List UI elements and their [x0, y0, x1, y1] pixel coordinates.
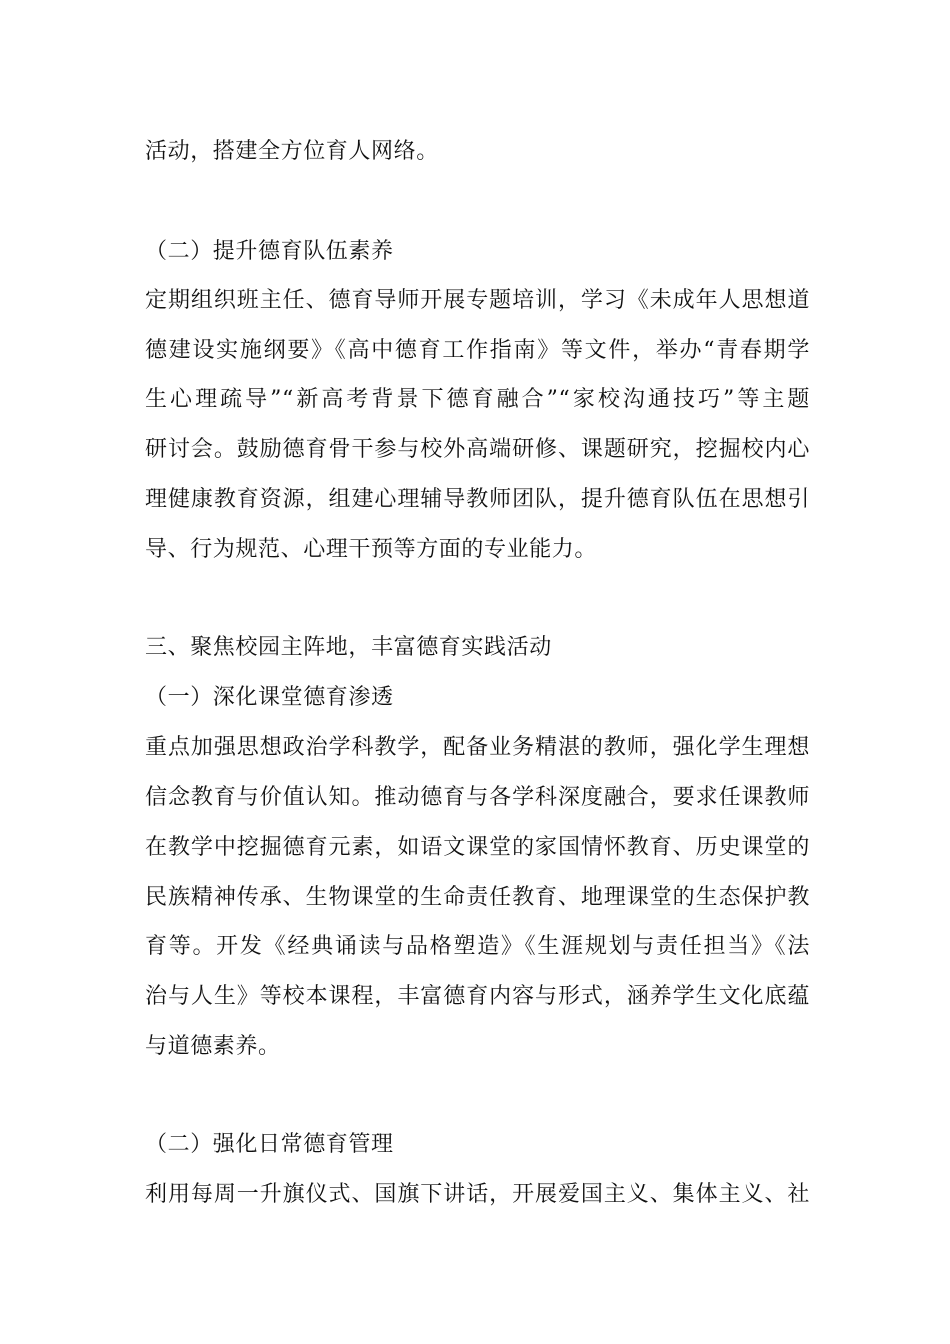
paragraph-line: 与道德素养。	[145, 1034, 281, 1059]
paragraph-line: 利用每周一升旗仪式、国旗下讲话，开展爱国主义、集体主义、社	[145, 1182, 810, 1207]
section-3-2-heading: （二）强化日常德育管理	[145, 1132, 394, 1157]
paragraph-line: 德建设实施纲要》《高中德育工作指南》等文件，举办“青春期学	[145, 338, 810, 363]
paragraph-line: 重点加强思想政治学科教学，配备业务精湛的教师，强化学生理想	[145, 735, 810, 760]
section-3-1-heading: （一）深化课堂德育渗透	[145, 685, 394, 710]
paragraph-line: 信念教育与价值认知。推动德育与各学科深度融合，要求任课教师	[145, 785, 810, 810]
paragraph-line: 定期组织班主任、德育导师开展专题培训，学习《未成年人思想道	[145, 288, 810, 313]
continuation-line: 活动，搭建全方位育人网络。	[145, 139, 439, 164]
paragraph-line: 生心理疏导”“新高考背景下德育融合”“家校沟通技巧”等主题	[145, 387, 810, 412]
paragraph-line: 导、行为规范、心理干预等方面的专业能力。	[145, 537, 598, 562]
paragraph-line: 在教学中挖掘德育元素，如语文课堂的家国情怀教育、历史课堂的	[145, 835, 810, 860]
paragraph-line: 民族精神传承、生物课堂的生命责任教育、地理课堂的生态保护教	[145, 885, 810, 910]
paragraph-line: 理健康教育资源，组建心理辅导教师团队，提升德育队伍在思想引	[145, 487, 810, 512]
section-2-2-heading: （二）提升德育队伍素养	[145, 239, 394, 264]
paragraph-line: 育等。开发《经典诵读与品格塑造》《生涯规划与责任担当》《法	[145, 934, 810, 959]
paragraph-line: 治与人生》等校本课程，丰富德育内容与形式，涵养学生文化底蕴	[145, 984, 810, 1009]
section-3-heading: 三、聚焦校园主阵地，丰富德育实践活动	[145, 635, 552, 660]
paragraph-line: 研讨会。鼓励德育骨干参与校外高端研修、课题研究，挖掘校内心	[145, 437, 810, 462]
